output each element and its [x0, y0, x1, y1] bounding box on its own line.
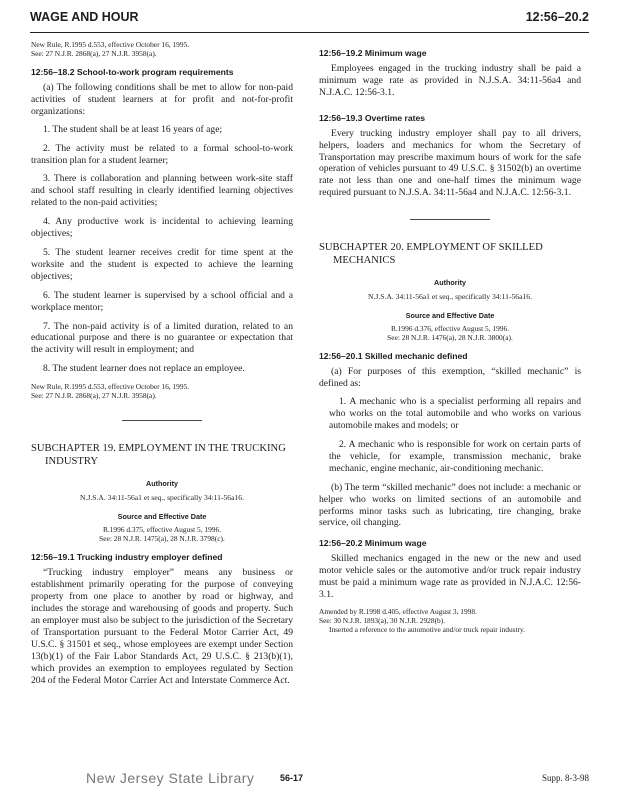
source-note: See: 28 N.J.R. 1475(a), 28 N.J.R. 3798(c). [99, 534, 225, 544]
source-heading: Source and Effective Date [117, 511, 207, 521]
section-heading: 12:56–19.3 Overtime rates [319, 112, 426, 123]
authority-text: N.J.S.A. 34:11-56a1 et seq., specifically 34:11-56a16. [80, 493, 244, 503]
source-note: See: 30 N.J.R. 1893(a), 30 N.J.R. 2928(b). [319, 615, 446, 625]
source-note: Inserted a reference to the automotive and/or truck repair industry. [329, 624, 526, 634]
supplement-date: Supp. 8-3-98 [542, 773, 589, 783]
list-item: 7. The non-paid activity is of a limited duration, related to an educational purpose and there is no guarantee or expectation that the activity will result in employment; and [31, 320, 293, 356]
header-title: WAGE AND HOUR [30, 10, 139, 24]
list-item: 6. The student learner is supervised by a school official and a workplace mentor; [31, 289, 293, 313]
list-item: 3. There is collaboration and planning between work-site staff and school staff resulting in clearly identified learning objectives related to the non-paid activities; [31, 173, 293, 209]
section-paragraph: (b) The term “skilled mechanic” does not include: a mechanic or helper who works on limited sections of an automobile and performs minor tasks such as lubricating, tire changing, brake service, oil changing. [319, 481, 581, 529]
authority-heading: Authority [146, 479, 178, 489]
section-paragraph: “Trucking industry employer” means any business or establishment primarily operating for the purpose of conveying property from one place to another by road or highway, and includes the storage and warehousing of goods and property. Such an employer must also be subject to the jurisdiction of the Secretary of Transportation pursuant to the Federal Motor Carrier Act, 49 U.S.C. § 31501 et seq., whose employees are exempt under Section 13(b)(1) of the Fair Labor Standards Act, 29 U.S.C. § 213(b)(1), which provides an exemption to employees regulated by Section 204 of the Federal Motor Carrier Act and Interstate Commerce Act. [31, 567, 293, 686]
source-note: R.1996 d.376, effective August 5, 1996. [390, 324, 510, 334]
running-header [30, 8, 589, 28]
source-note: New Rule, R.1995 d.553, effective October 16, 1995. [31, 382, 190, 392]
source-note: R.1996 d.375, effective August 5, 1996. [102, 525, 222, 535]
source-heading: Source and Effective Date [405, 310, 495, 320]
authority-heading: Authority [434, 278, 466, 288]
header-section-range: 12:56–20.2 [525, 10, 589, 24]
list-item: 2. The activity must be related to a formal school-to-work transition plan for a student learner; [31, 142, 293, 166]
list-item: 4. Any productive work is incidental to achieving learning objectives; [31, 216, 293, 240]
source-note: See: 27 N.J.R. 2868(a), 27 N.J.R. 3958(a). [31, 49, 157, 58]
source-note: See: 27 N.J.R. 2868(a), 27 N.J.R. 3958(a). [31, 391, 157, 401]
section-heading: 12:56–20.2 Minimum wage [319, 538, 427, 549]
source-note: See: 28 N.J.R. 1476(a), 28 N.J.R. 3800(a). [387, 333, 513, 343]
page-number: 56-17 [280, 773, 304, 783]
section-paragraph: Skilled mechanics engaged in the new or the new and used motor vehicle sales or the automotive and/or truck repair industry must be paid a minimum wage rate as provided in N.J.A.C. 12:56-3.1. [319, 553, 581, 601]
list-item: 5. The student learner receives credit for time spent at the worksite and the student is expected to achieve the learning objectives; [31, 246, 293, 282]
list-item: 2. A mechanic who is responsible for work on certain parts of the vehicle, for example, transmission mechanic, brake mechanic, engine mechanic, air-conditioning mechanic. [329, 439, 581, 474]
subchapter-title: SUBCHAPTER 20. EMPLOYMENT OF SKILLED MECHANICS [319, 242, 543, 266]
section-paragraph: Employees engaged in the trucking industry shall be paid a minimum wage rate as provided in N.J.S.A. 34:11-56a4 and N.J.A.C. 12:56-3.1. [319, 63, 581, 98]
list-item: 1. The student shall be at least 16 years of age; [43, 123, 223, 135]
authority-text: N.J.S.A. 34:11-56a1 et seq., specifically 34:11-56a16. [368, 292, 532, 302]
section-heading: 12:56–20.1 Skilled mechanic defined [319, 351, 468, 362]
right-column [319, 40, 581, 634]
section-paragraph: (a) For purposes of this exemption, “skilled mechanic” is defined as: [319, 366, 581, 390]
section-heading: 12:56–18.2 School-to-work program requirements [31, 67, 234, 77]
section-paragraph: Every trucking industry employer shall pay to all drivers, helpers, loaders and mechanics for whom the Secretary of Transportation may prescribe maximum hours of work for the safe operation of vehicles pursuant to 49 U.S.C. § 31502(b) an overtime rate not less than one and one-half times the minimum wage required pursuant to N.J.S.A. 34:11-56a4 and N.J.A.C. 12:56-3.1. [319, 127, 581, 199]
library-watermark: New Jersey State Library [86, 770, 255, 786]
left-column [31, 40, 293, 693]
list-item: 1. A mechanic who is a specialist performing all repairs and who works on the total automobile and who works on various automobile makes and models; or [329, 396, 581, 432]
section-paragraph: (a) The following conditions shall be met to allow for non-paid activities of student learners at for profit and not-for-profit organizations: [31, 82, 293, 117]
header-rule [30, 32, 589, 33]
list-item: 8. The student learner does not replace an employee. [43, 363, 245, 375]
subchapter-title: SUBCHAPTER 19. EMPLOYMENT IN THE TRUCKING INDUSTRY [31, 443, 286, 467]
source-note: Amended by R.1998 d.405, effective August 3, 1998. [319, 606, 477, 616]
section-separator [410, 219, 490, 220]
section-heading: 12:56–19.2 Minimum wage [319, 48, 427, 58]
source-note: New Rule, R.1995 d.553, effective October 16, 1995. [31, 40, 190, 49]
section-separator [122, 420, 202, 421]
page-footer [30, 768, 589, 792]
section-heading: 12:56–19.1 Trucking industry employer defined [31, 552, 223, 563]
